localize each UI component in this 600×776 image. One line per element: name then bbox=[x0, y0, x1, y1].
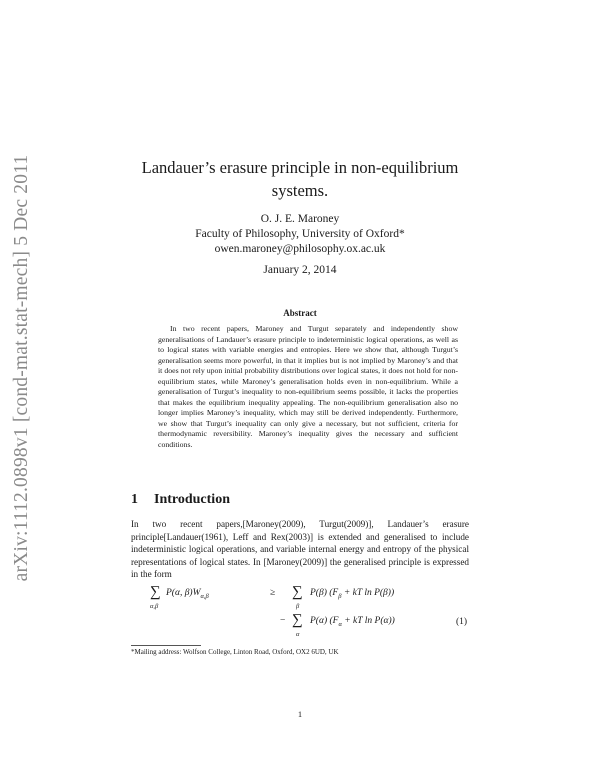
rhs2-sub: α bbox=[338, 620, 342, 628]
lhs-sum-symbol: ∑ bbox=[150, 584, 161, 600]
rhs1-sum-sub: β bbox=[296, 603, 300, 610]
author-affiliation: Faculty of Philosophy, University of Oxford* bbox=[195, 228, 405, 240]
arxiv-stamp-text: arXiv:1112.0898v1 [cond-mat.stat-mech] 5 Dec 2011 bbox=[11, 154, 32, 582]
title-line-1: Landauer’s erasure principle in non-equilibrium bbox=[141, 158, 459, 177]
author-block bbox=[130, 212, 470, 257]
paper-title bbox=[130, 156, 470, 202]
author-name: O. J. E. Maroney bbox=[260, 213, 340, 225]
intro-paragraph: In two recent papers,[Maroney(2009), Turgut(2009)], Landauer’s erasure principle[Landauer(1961), Leff and Rex(2003)] is extended and generalised to include indeterministic logical operations, and variable internal energy and entropy of the physical representations of logical states. In [Maroney(2009)] the generalised principle is expressed in the form bbox=[131, 519, 469, 579]
rhs1-sum-symbol: ∑ bbox=[292, 584, 303, 600]
abstract-text: In two recent papers, Maroney and Turgut separately and independently show generalisations of Landauer’s erasure principle to indeterministic logical operations, as well as to logical states with variable energies and entropies. Here we show that, although Turgut’s generalisation seems more powerful, in that it implies but is not implied by Maroney’s and that it does not rely upon initial probability distributions over logical states, it does not hold for non-equilibrium states, while Maroney’s generalisation holds even in non-equilibrium. While a generalisation of Turgut’s inequality to non-equilibrium seems possible, it lacks the properties that makes the equilibrium inequality appealing. The non-equilibrium generalisation also no longer implies Maroney’s inequality, which may still be derived independently. Furthermore, we show that Turgut’s inequality can only give a necessary, but not sufficient, criteria for thermodynamic reversibility. Maroney’s inequality gives the necessary and sufficient conditions. bbox=[158, 324, 458, 449]
equation-1 bbox=[150, 585, 470, 645]
rhs1-term: P(β) ($F_\beta$ + kT ln P(β)) bbox=[310, 588, 395, 600]
lhs-sum-sub: α,β bbox=[150, 603, 159, 610]
page-number: 1 bbox=[297, 709, 303, 719]
footnote-rule bbox=[131, 645, 201, 646]
paper-date: January 2, 2014 bbox=[263, 264, 337, 276]
minus-sign: − bbox=[280, 616, 286, 626]
author-email[interactable]: owen.maroney@philosophy.ox.ac.uk bbox=[214, 243, 386, 255]
abstract-heading: Abstract bbox=[283, 308, 317, 318]
relation-symbol: ≥ bbox=[270, 588, 276, 598]
rhs1-sub: β bbox=[338, 592, 342, 600]
arxiv-stamp bbox=[4, 148, 40, 588]
rhs2-term: P(α) ($F_\alpha$ + kT ln P(α)) bbox=[310, 616, 395, 628]
rhs2-sum-symbol: ∑ bbox=[292, 612, 303, 628]
rhs2-sum-sub: α bbox=[296, 631, 300, 638]
lhs-sub: α,β bbox=[200, 592, 209, 600]
footnote: *Mailing address: Wolfson College, Linton Road, Oxford, OX2 6UD, UK bbox=[131, 648, 339, 656]
equation-number: (1) bbox=[456, 617, 468, 627]
lhs-term: P(α, $\beta)W_{\alpha,\beta}$ bbox=[166, 588, 209, 600]
section-heading bbox=[131, 492, 230, 508]
section-title: Introduction bbox=[154, 492, 230, 507]
title-line-2: systems. bbox=[271, 181, 329, 200]
section-number: 1 bbox=[131, 492, 138, 507]
